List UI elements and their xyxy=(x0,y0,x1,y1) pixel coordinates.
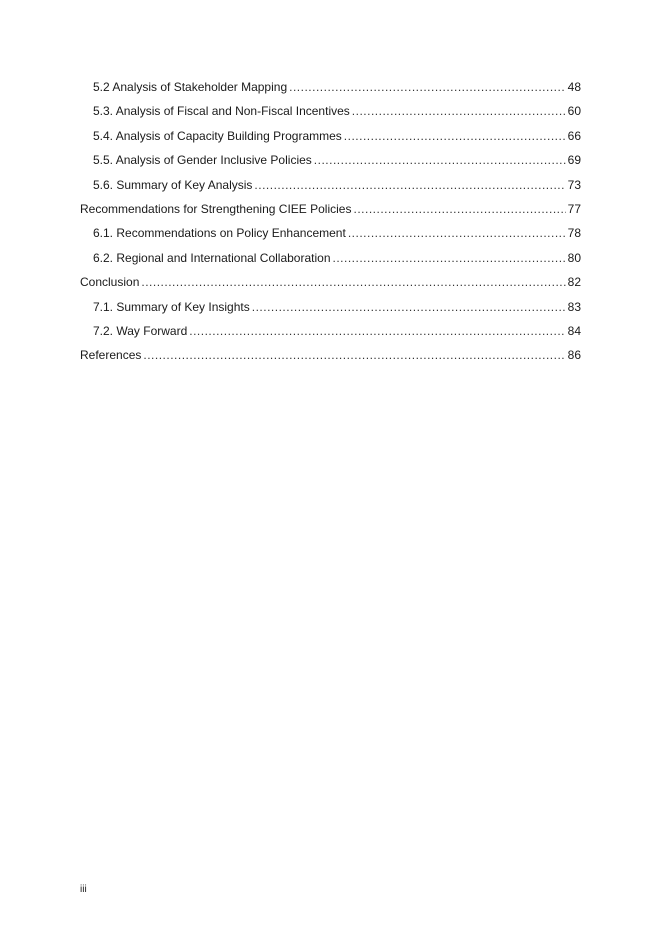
toc-entry-title: Conclusion xyxy=(80,275,140,290)
toc-entry-title: 6.2. Regional and International Collaboration xyxy=(93,250,331,265)
toc-dot-leader xyxy=(353,202,565,217)
toc-dot-leader xyxy=(289,80,566,95)
toc-entry-policy-enhancement[interactable] xyxy=(80,226,581,250)
toc-entry-title: 5.2 Analysis of Stakeholder Mapping xyxy=(93,80,288,94)
table-of-contents xyxy=(80,80,581,373)
toc-entry-page: 84 xyxy=(567,323,581,338)
toc-dot-leader xyxy=(344,129,566,144)
toc-dot-leader xyxy=(348,226,566,241)
toc-entry-title: 5.6. Summary of Key Analysis xyxy=(93,177,253,192)
toc-entry-page: 83 xyxy=(567,299,581,314)
toc-entry-page: 86 xyxy=(567,348,581,363)
toc-dot-leader xyxy=(314,153,566,168)
toc-dot-leader xyxy=(252,300,566,315)
toc-entry-page: 82 xyxy=(567,275,581,290)
toc-entry-title: 6.1. Recommendations on Policy Enhancement xyxy=(93,226,346,241)
toc-dot-leader xyxy=(189,324,565,339)
toc-entry-summary-key-analysis[interactable] xyxy=(80,178,581,202)
toc-entry-page: 80 xyxy=(567,250,581,265)
toc-entry-recommendations[interactable] xyxy=(80,202,581,226)
toc-entry-title: 7.2. Way Forward xyxy=(93,323,188,338)
toc-entry-regional-collaboration[interactable] xyxy=(80,251,581,275)
toc-entry-page: 77 xyxy=(567,201,581,216)
toc-entry-conclusion[interactable] xyxy=(80,275,581,299)
toc-entry-way-forward[interactable] xyxy=(80,324,581,348)
toc-entry-title: 5.3. Analysis of Fiscal and Non-Fiscal Incentives xyxy=(93,104,350,119)
toc-entry-title: Recommendations for Strengthening CIEE Policies xyxy=(80,201,352,216)
toc-entry-page: 69 xyxy=(567,153,581,168)
toc-entry-stakeholder-mapping[interactable] xyxy=(80,80,581,104)
toc-entry-page: 73 xyxy=(567,177,581,192)
toc-dot-leader xyxy=(333,251,566,266)
toc-entry-capacity-building[interactable] xyxy=(80,129,581,153)
toc-entry-gender-policies[interactable] xyxy=(80,153,581,177)
toc-entry-fiscal-incentives[interactable] xyxy=(80,104,581,128)
toc-entry-page: 48 xyxy=(567,80,581,94)
toc-dot-leader xyxy=(143,348,565,363)
page-number: iii xyxy=(80,884,87,895)
toc-entry-page: 66 xyxy=(567,128,581,143)
toc-entry-key-insights[interactable] xyxy=(80,300,581,324)
toc-entry-page: 78 xyxy=(567,226,581,241)
toc-entry-title: References xyxy=(80,348,142,363)
toc-entry-title: 5.5. Analysis of Gender Inclusive Policies xyxy=(93,153,312,168)
toc-entry-references[interactable] xyxy=(80,348,581,372)
toc-entry-title: 7.1. Summary of Key Insights xyxy=(93,299,250,314)
toc-entry-title: 5.4. Analysis of Capacity Building Programmes xyxy=(93,128,342,143)
toc-dot-leader xyxy=(352,104,566,119)
toc-entry-page: 60 xyxy=(567,104,581,119)
toc-dot-leader xyxy=(141,275,565,290)
toc-dot-leader xyxy=(254,178,565,193)
